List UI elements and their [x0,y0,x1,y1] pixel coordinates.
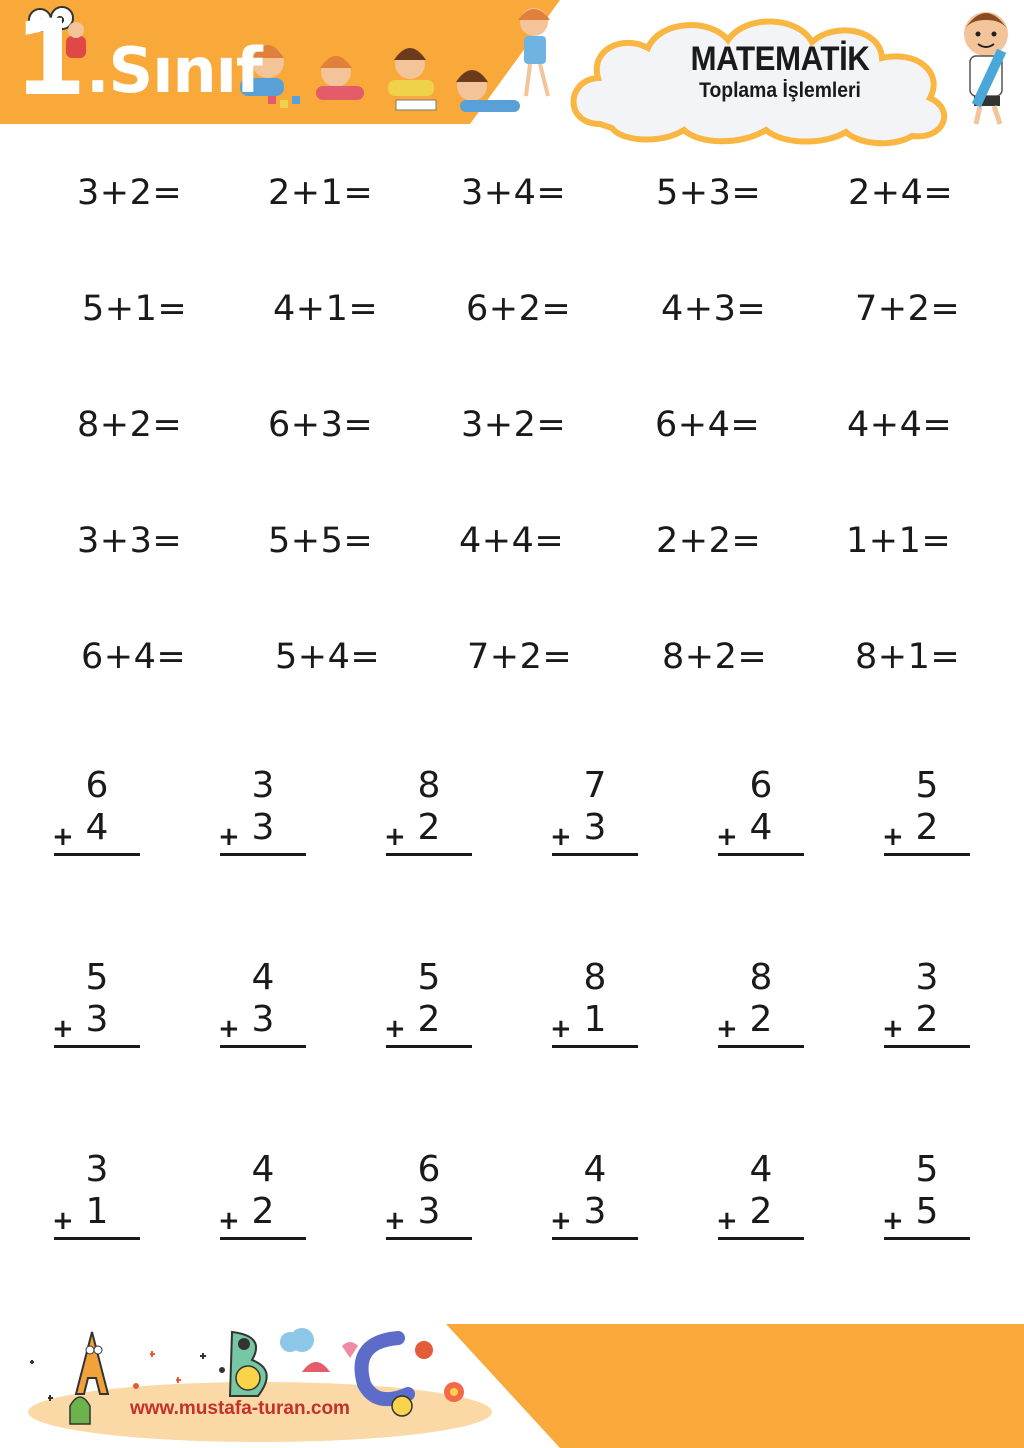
addend-top: 8 [583,957,607,998]
vertical-problem [218,1149,310,1242]
addend-top: 6 [749,765,773,806]
answer-line [386,1045,472,1048]
addend-bottom: 2 [417,807,441,848]
plus-sign: + [716,822,738,852]
equation: 3+3= [77,521,183,561]
vertical-problem [550,765,642,858]
addend-top: 7 [583,765,607,806]
answer-line [552,853,638,856]
website-link[interactable]: www.mustafa-turan.com [130,1398,350,1419]
equation: 2+4= [848,173,954,213]
addend-top: 4 [583,1149,607,1190]
equation: 3+4= [461,173,567,213]
plus-sign: + [384,1206,406,1236]
equation: 6+4= [655,405,761,445]
vertical-problem [218,765,310,858]
answer-line [220,1237,306,1240]
addend-bottom: 3 [85,999,109,1040]
answer-line [718,1045,804,1048]
answer-line [552,1237,638,1240]
addend-bottom: 3 [583,807,607,848]
equation: 2+1= [268,173,374,213]
equation: 4+4= [459,521,565,561]
vertical-problem [550,1149,642,1242]
addend-bottom: 2 [749,999,773,1040]
equation: 3+2= [77,173,183,213]
equation: 8+2= [77,405,183,445]
plus-sign: + [52,1014,74,1044]
addend-bottom: 5 [915,1191,939,1232]
addend-top: 8 [749,957,773,998]
addend-bottom: 4 [85,807,109,848]
equation: 7+2= [467,637,573,677]
addend-top: 5 [915,1149,939,1190]
addend-bottom: 3 [417,1191,441,1232]
equation: 2+2= [656,521,762,561]
equation: 3+2= [461,405,567,445]
vertical-problem [882,765,974,858]
addend-top: 4 [749,1149,773,1190]
addend-bottom: 3 [251,807,275,848]
page-title: MATEMATİK [690,40,870,78]
vertical-problem [882,1149,974,1242]
answer-line [386,853,472,856]
equation: 6+2= [466,289,572,329]
plus-sign: + [882,822,904,852]
answer-line [220,853,306,856]
vertical-problem [882,957,974,1050]
addend-top: 4 [251,1149,275,1190]
addend-top: 5 [915,765,939,806]
answer-line [54,853,140,856]
page-subtitle: Toplama İşlemleri [699,79,861,102]
answer-line [718,853,804,856]
answer-line [718,1237,804,1240]
equation: 5+3= [656,173,762,213]
addend-top: 6 [85,765,109,806]
plus-sign: + [550,822,572,852]
equation: 4+3= [661,289,767,329]
vertical-problem [52,765,144,858]
vertical-problem [716,765,808,858]
addend-top: 3 [85,1149,109,1190]
addend-bottom: 3 [251,999,275,1040]
answer-line [220,1045,306,1048]
addend-bottom: 3 [583,1191,607,1232]
vertical-problem [218,957,310,1050]
addend-top: 3 [915,957,939,998]
plus-sign: + [384,822,406,852]
equation: 1+1= [846,521,952,561]
vertical-problem [716,1149,808,1242]
answer-line [884,853,970,856]
plus-sign: + [52,1206,74,1236]
addend-bottom: 4 [749,807,773,848]
equation: 6+3= [268,405,374,445]
vertical-problem [550,957,642,1050]
addend-bottom: 2 [251,1191,275,1232]
answer-line [386,1237,472,1240]
vertical-problem [52,957,144,1050]
plus-sign: + [716,1206,738,1236]
addend-top: 8 [417,765,441,806]
plus-sign: + [384,1014,406,1044]
addend-bottom: 2 [915,999,939,1040]
vertical-problem [384,765,476,858]
answer-line [54,1237,140,1240]
plus-sign: + [218,822,240,852]
addend-bottom: 2 [417,999,441,1040]
page-footer [0,1320,1024,1448]
equation: 5+4= [275,637,381,677]
addend-bottom: 2 [915,807,939,848]
equation: 8+2= [662,637,768,677]
plus-sign: + [52,822,74,852]
equation: 6+4= [81,637,187,677]
answer-line [884,1237,970,1240]
addend-bottom: 1 [583,999,607,1040]
vertical-problem [716,957,808,1050]
plus-sign: + [882,1206,904,1236]
grade-word: .Sınıf [86,34,262,107]
addend-top: 3 [251,765,275,806]
plus-sign: + [716,1014,738,1044]
equation: 4+4= [847,405,953,445]
addend-top: 5 [417,957,441,998]
addend-top: 5 [85,957,109,998]
answer-line [552,1045,638,1048]
grade-number: 1 [14,0,83,119]
plus-sign: + [882,1014,904,1044]
answer-line [884,1045,970,1048]
plus-sign: + [218,1014,240,1044]
vertical-problem [384,1149,476,1242]
addend-top: 4 [251,957,275,998]
plus-sign: + [218,1206,240,1236]
plus-sign: + [550,1014,572,1044]
equation: 8+1= [855,637,961,677]
boy-pencil-illustration [950,4,1020,130]
plus-sign: + [550,1206,572,1236]
answer-line [54,1045,140,1048]
addend-bottom: 2 [749,1191,773,1232]
page-header [0,0,1024,150]
equation: 7+2= [855,289,961,329]
vertical-problem [384,957,476,1050]
addend-top: 6 [417,1149,441,1190]
equation: 5+1= [82,289,188,329]
vertical-problem [52,1149,144,1242]
equation: 5+5= [268,521,374,561]
addend-bottom: 1 [85,1191,109,1232]
equation: 4+1= [273,289,379,329]
